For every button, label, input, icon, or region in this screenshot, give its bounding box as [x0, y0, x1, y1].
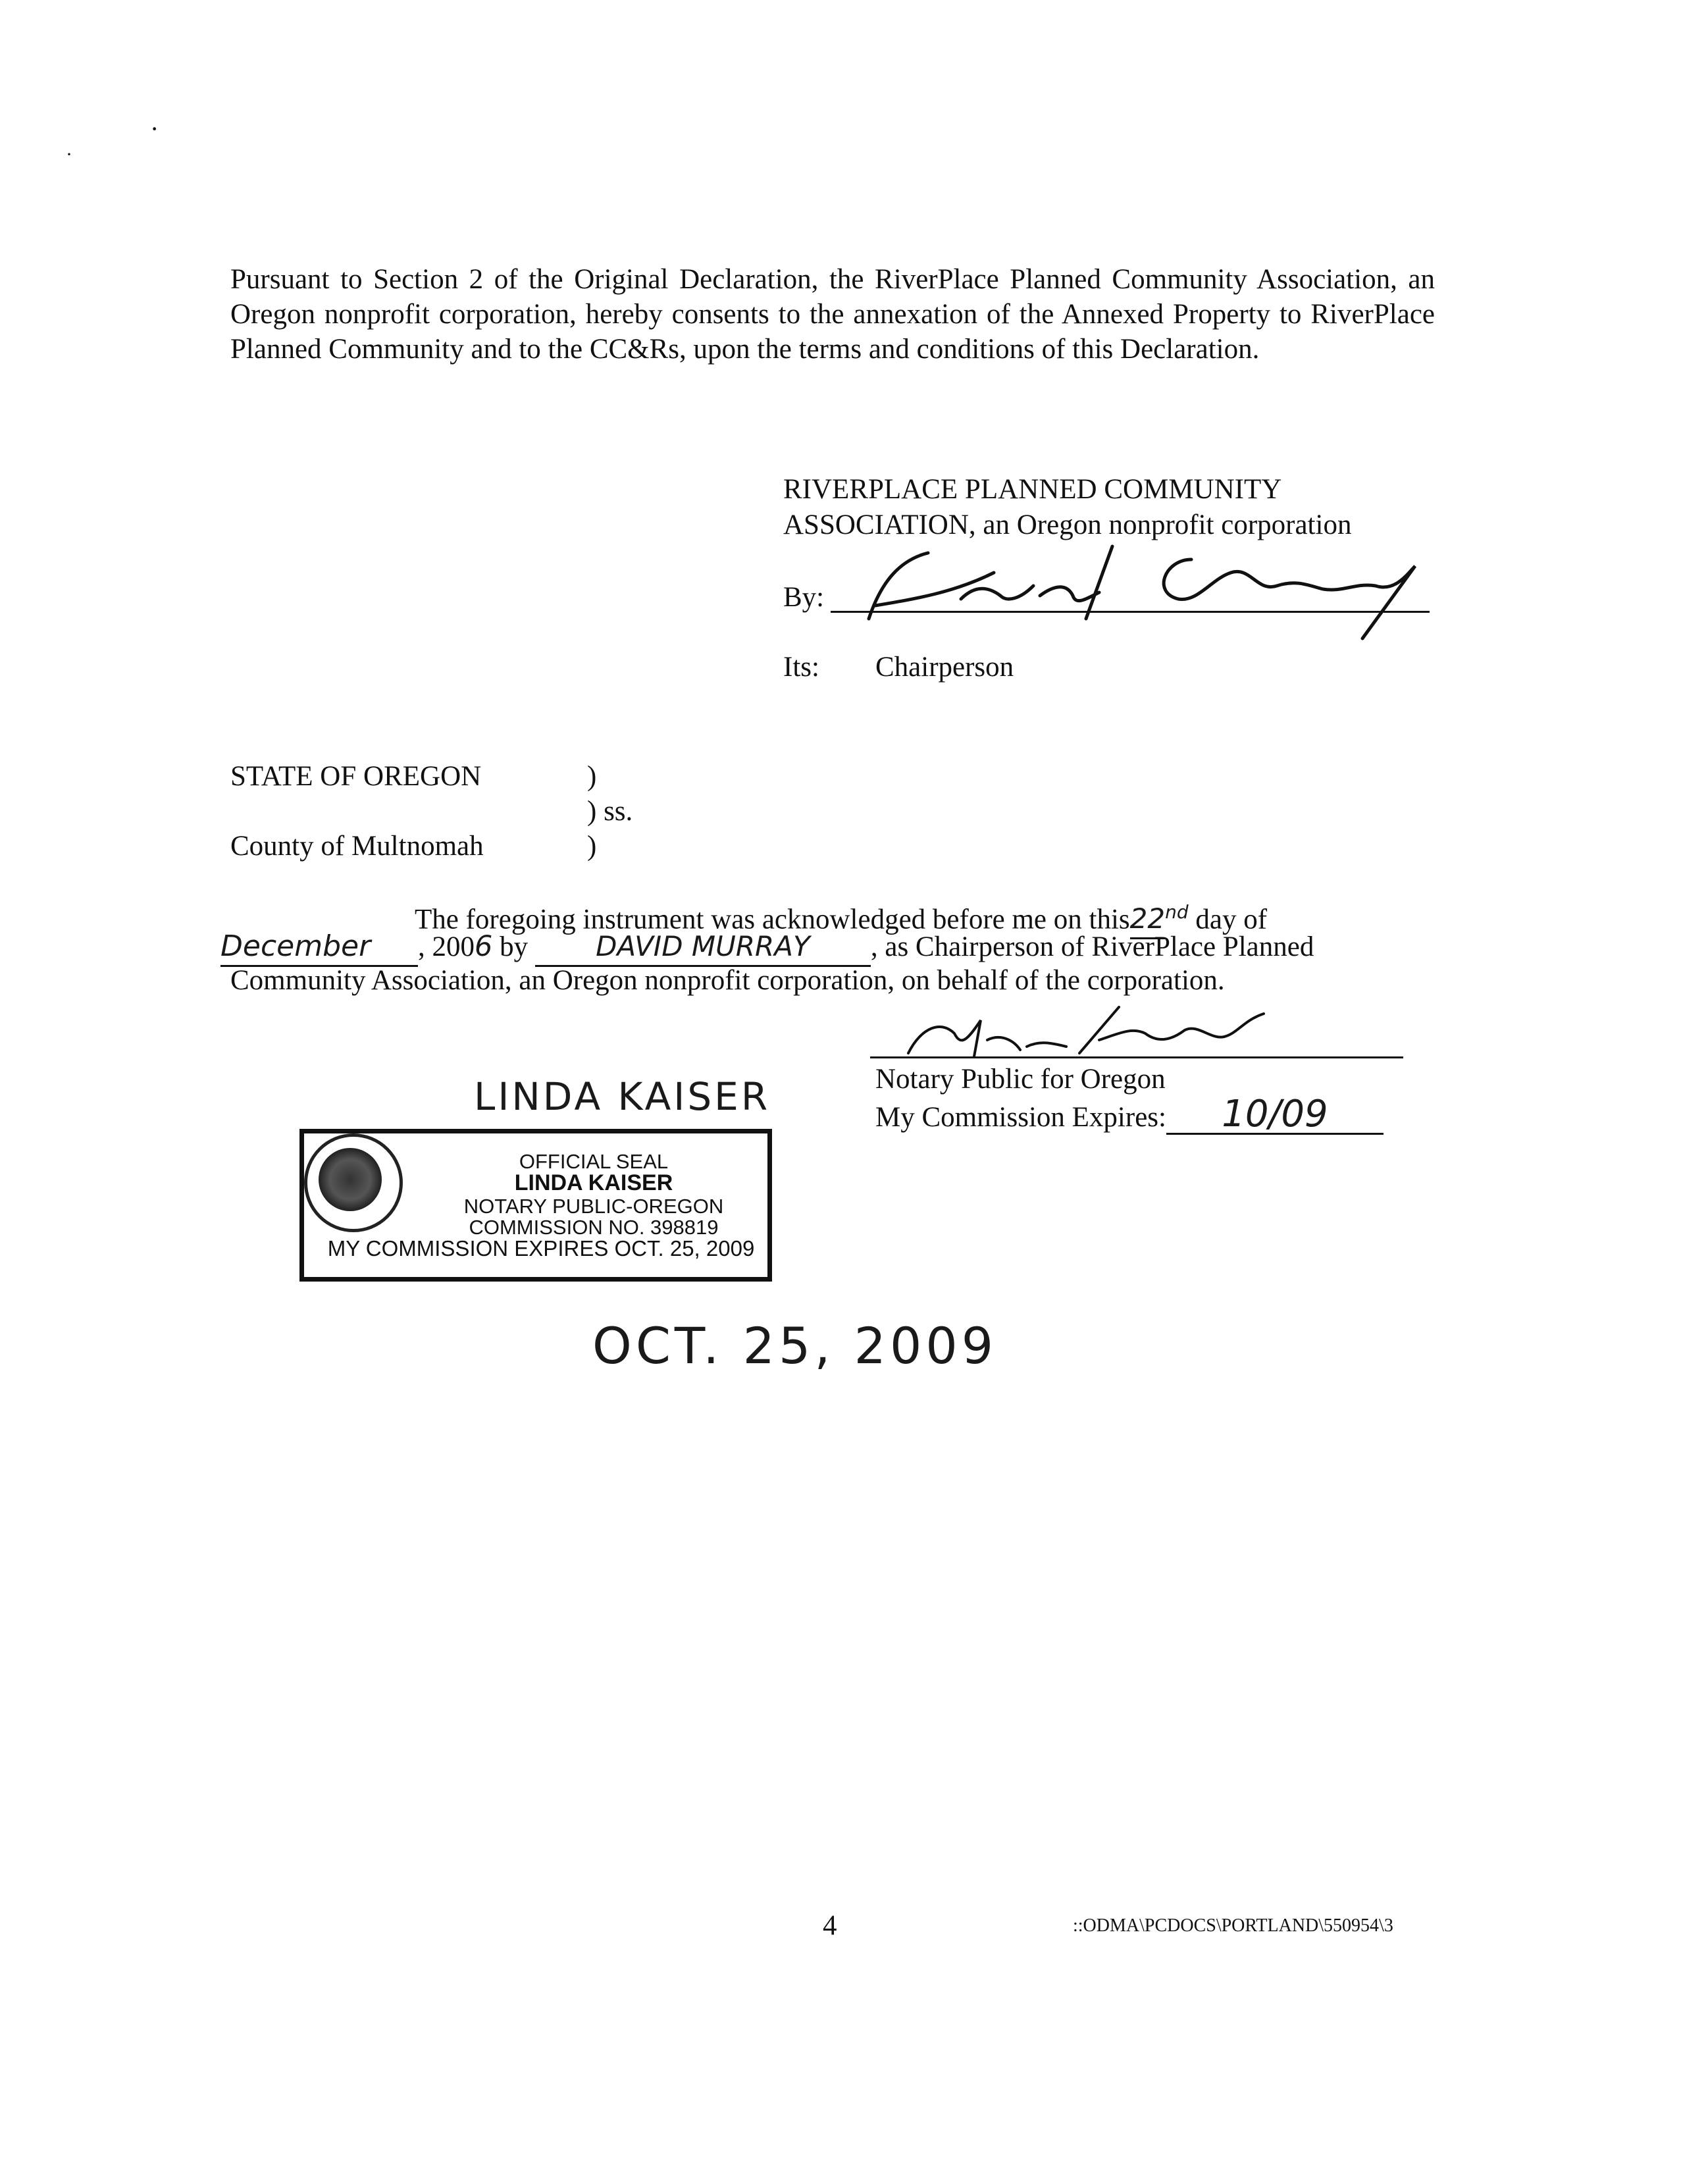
ack-text-2: day of — [1195, 904, 1268, 935]
stamp-expires: MY COMMISSION EXPIRES OCT. 25, 2009 — [327, 1236, 755, 1261]
by-label: By: — [783, 582, 825, 613]
its-label: Its: — [783, 652, 819, 683]
stamp-notary-name: LINDA KAISER — [514, 1170, 673, 1195]
ack-name: DAVID MURRAY — [535, 928, 871, 967]
ack-month: December — [220, 928, 418, 967]
entity-name-line2: ASSOCIATION, an Oregon nonprofit corporation — [783, 509, 1352, 540]
document-id: ::ODMA\PCDOCS\PORTLAND\550954\3 — [1073, 1915, 1393, 1936]
ack-year-digit: 6 — [475, 930, 493, 963]
state-seal-icon — [304, 1133, 403, 1232]
ack-line2 — [220, 928, 1314, 967]
intro-paragraph: Pursuant to Section 2 of the Original Declaration, the RiverPlace Planned Community Association, an Oregon nonprofit corporation, hereby consents to the annexation of the Annexed Property to RiverPlace Planned Community and to the CC&Rs, upon the terms and conditions of this Declaration. — [230, 264, 1435, 365]
stamp-commission-no: COMMISSION NO. 398819 — [469, 1216, 719, 1239]
scan-mark: · — [66, 143, 72, 165]
ack-line3: Community Association, an Oregon nonprofit corporation, on behalf of the corporation. — [230, 965, 1225, 996]
venue-county: County of Multnomah — [230, 831, 484, 862]
scan-mark: · — [150, 114, 159, 143]
ack-day: 22 — [1130, 900, 1165, 939]
notary-stamp — [299, 1129, 772, 1282]
notary-signature — [869, 994, 1409, 1066]
page-number: 4 — [823, 1910, 837, 1941]
ack-text-1: The foregoing instrument was acknowledged before me on this — [415, 904, 1130, 935]
venue-paren-3: ) — [587, 831, 597, 862]
ack-text-5: , as Chairperson of RiverPlace Planned — [870, 931, 1314, 962]
ack-text-3: , 200 — [418, 931, 475, 962]
stamp-notary-public: NOTARY PUBLIC-OREGON — [463, 1195, 724, 1218]
entity-name-line1: RIVERPLACE PLANNED COMMUNITY — [783, 474, 1282, 505]
its-value: Chairperson — [875, 652, 1014, 683]
ack-text-4: by — [500, 931, 529, 962]
venue-paren-1: ) — [587, 761, 597, 792]
notary-expires-value: 10/09 — [1166, 1096, 1384, 1135]
handwritten-expiration-date: OCT. 25, 2009 — [592, 1316, 998, 1375]
notary-title: Notary Public for Oregon — [875, 1064, 1166, 1095]
venue-state: STATE OF OREGON — [230, 761, 482, 792]
handwritten-notary-name: LINDA KAISER — [474, 1074, 771, 1119]
notary-expires-label: My Commission Expires: — [875, 1102, 1166, 1133]
notary-signature-line — [870, 1056, 1403, 1058]
stamp-official-seal: OFFICIAL SEAL — [519, 1150, 669, 1173]
ack-day-suffix: nd — [1165, 901, 1189, 923]
notary-expires — [875, 1093, 1384, 1136]
venue-ss: ) ss. — [587, 796, 633, 827]
chairperson-signature — [823, 520, 1441, 652]
